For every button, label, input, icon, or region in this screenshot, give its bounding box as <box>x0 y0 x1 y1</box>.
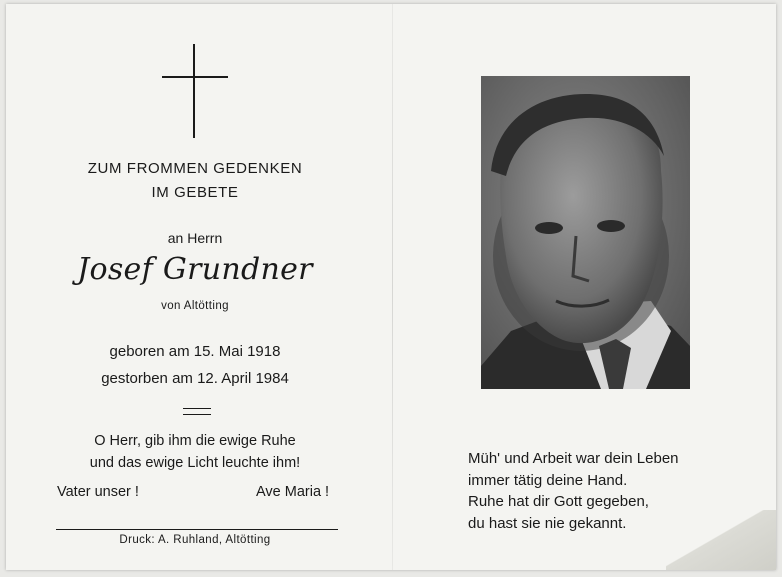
card-fold <box>392 4 393 570</box>
cross-icon <box>162 44 228 138</box>
divider-line <box>56 529 338 530</box>
prayer-line-1: O Herr, gib ihm die ewige Ruhe <box>94 433 296 449</box>
printer-credit: Druck: A. Ruhland, Altötting <box>119 534 271 546</box>
poem-line-2: immer tätig deine Hand. <box>468 471 628 489</box>
poem-line-4: du hast sie nie gekannt. <box>468 514 627 532</box>
portrait-image <box>481 76 690 389</box>
origin-text: von Altötting <box>161 300 229 312</box>
poem-line-3: Ruhe hat dir Gott gegeben, <box>468 493 649 510</box>
birth-date: geboren am 15. Mai 1918 <box>109 343 281 360</box>
double-rule-divider <box>183 408 211 415</box>
heading-line-1: ZUM FROMMEN GEDENKEN <box>87 160 303 177</box>
prayer-ave-maria: Ave Maria ! <box>256 484 330 500</box>
death-date: gestorben am 12. April 1984 <box>101 370 289 387</box>
portrait-photo <box>481 76 690 389</box>
deceased-name: Josef Grundner <box>77 252 313 287</box>
poem <box>468 448 679 534</box>
prayer-vater-unser: Vater unser ! <box>57 484 139 500</box>
prayer-line-2: und das ewige Licht leuchte ihm! <box>89 455 301 471</box>
heading-line-2: IM GEBETE <box>151 184 239 201</box>
torn-corner <box>666 510 776 570</box>
poem-line-1: Müh' und Arbeit war dein Leben <box>468 450 679 467</box>
intro-text: an Herrn <box>167 230 223 246</box>
